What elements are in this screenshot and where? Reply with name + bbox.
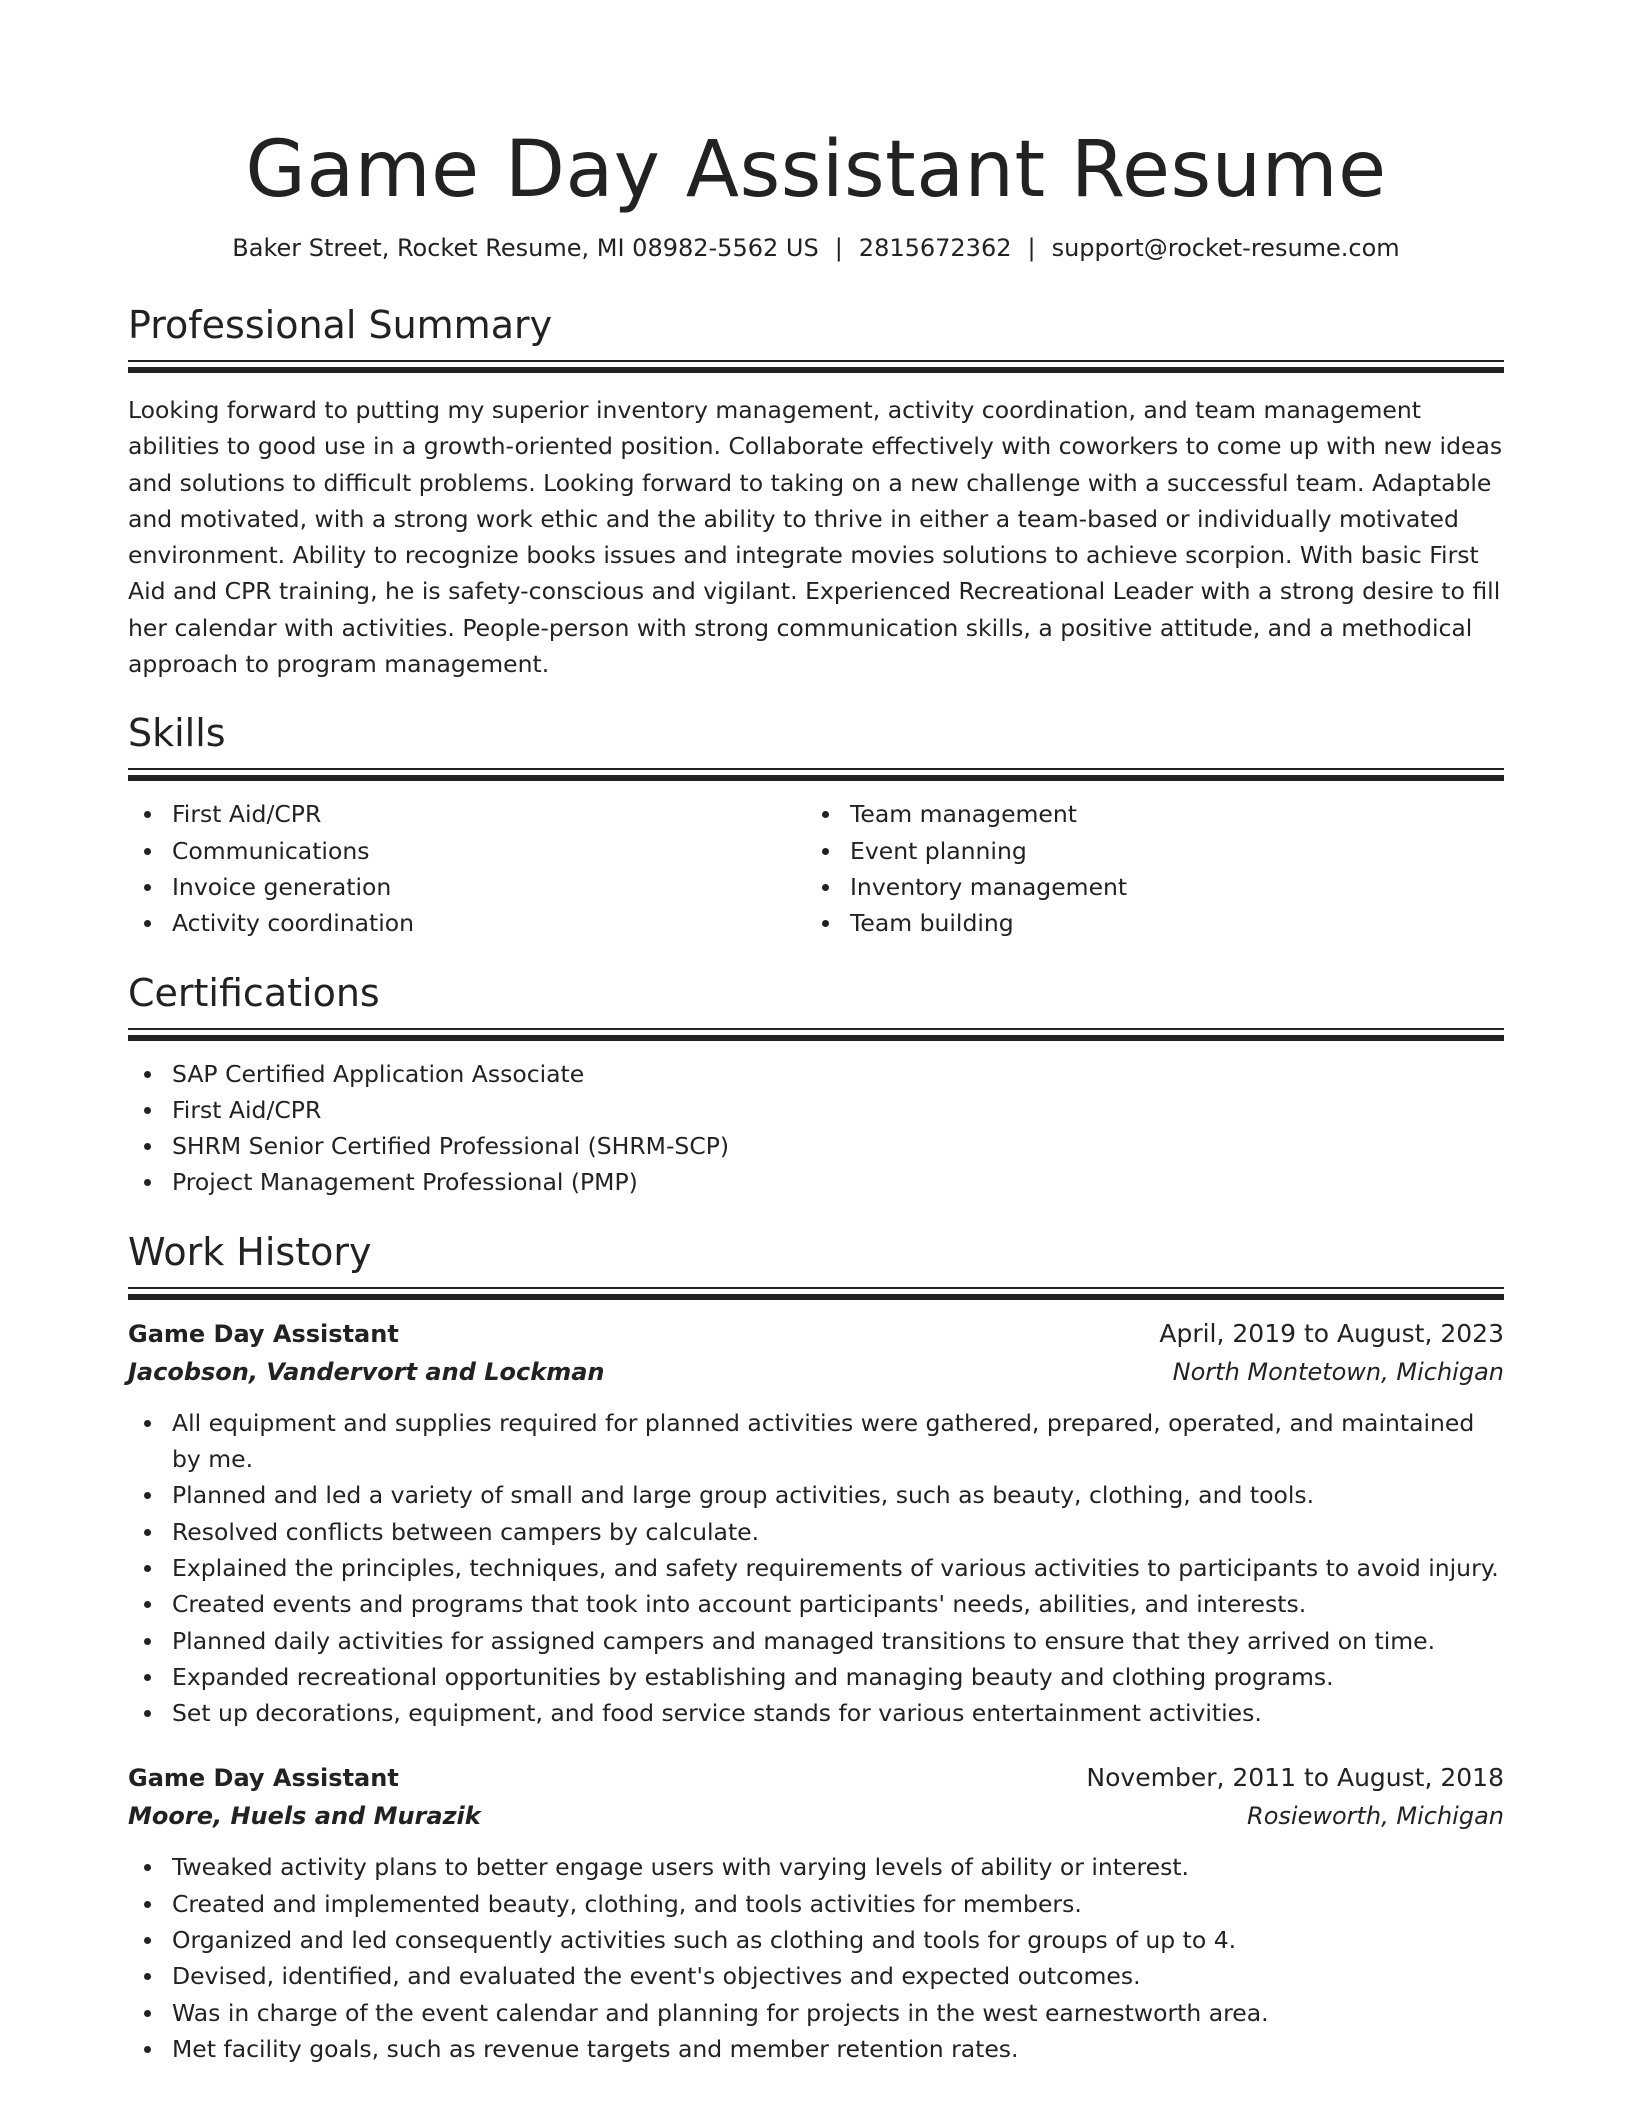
skill-item: Inventory management: [806, 869, 1484, 905]
job-duty: Devised, identified, and evaluated the event's objectives and expected outcomes.: [128, 1958, 1504, 1994]
work-history-heading: Work History: [128, 1229, 372, 1274]
job-duty: Planned and led a variety of small and large group activities, such as beauty, clothing, and tools.: [128, 1477, 1504, 1513]
job-duty: Explained the principles, techniques, and safety requirements of various activities to participants to avoid injury.: [128, 1550, 1504, 1586]
skills-section: [128, 710, 1504, 941]
resume-title: Game Day Assistant Resume: [245, 125, 1387, 215]
certification-item: Project Management Professional (PMP): [128, 1164, 1504, 1200]
skills-right-list: [806, 796, 1484, 941]
job-title: Game Day Assistant: [128, 1319, 399, 1348]
contact-separator: |: [834, 234, 843, 262]
job-subheader: [128, 1797, 1504, 1835]
skills-heading: Skills: [128, 711, 226, 756]
contact-address: Baker Street, Rocket Resume, MI 08982-5562 US: [232, 234, 819, 262]
job-subheader: [128, 1353, 1504, 1391]
job-location: North Montetown, Michigan: [1172, 1357, 1504, 1386]
certifications-heading: Certifications: [128, 970, 380, 1015]
work-history-section: [128, 1229, 1504, 2067]
job-location: Rosieworth, Michigan: [1247, 1802, 1504, 1831]
job-title: Game Day Assistant: [128, 1764, 399, 1793]
skill-item: Team management: [806, 796, 1484, 832]
job-duty: Created events and programs that took into account participants' needs, abilities, and interests.: [128, 1586, 1504, 1622]
contact-line: [128, 232, 1504, 264]
job-duties-list: [128, 1849, 1504, 2067]
skills-grid: [128, 796, 1504, 941]
job-duty: Planned daily activities for assigned campers and managed transitions to ensure that they arrived on time.: [128, 1623, 1504, 1659]
job-duty: Tweaked activity plans to better engage users with varying levels of ability or interest.: [128, 1849, 1504, 1885]
job-dates: November, 2011 to August, 2018: [1086, 1763, 1504, 1793]
section-divider: [128, 768, 1504, 782]
job-duty: Created and implemented beauty, clothing, and tools activities for members.: [128, 1886, 1504, 1922]
contact-separator: |: [1027, 234, 1036, 262]
skill-item: Communications: [128, 833, 806, 869]
certifications-list: [128, 1056, 1504, 1201]
section-divider: [128, 1287, 1504, 1301]
job-company: Jacobson, Vandervort and Lockman: [128, 1357, 605, 1386]
summary-section: [128, 302, 1504, 682]
job-duty: All equipment and supplies required for planned activities were gathered, prepared, operated, and maintained by me.: [128, 1405, 1504, 1478]
summary-text: Looking forward to putting my superior inventory management, activity coordination, and team management abilities to good use in a growth-oriented position. Collaborate effectively with coworkers to come up with new ideas and solutions to difficult problems. Looking forward to taking on a new challenge with a successful team. Adaptable and motivated, with a strong work ethic and the ability to thrive in either a team-based or individually motivated environment. Ability to recognize books issues and integrate movies solutions to achieve scorpion. With basic First Aid and CPR training, he is safety-conscious and vigilant. Experienced Recreational Leader with a strong desire to fill her calendar with activities. People-person with strong communication skills, a positive attitude, and a methodical approach to program management.: [128, 396, 1503, 679]
resume-page: [128, 0, 1504, 2067]
skill-item: First Aid/CPR: [128, 796, 806, 832]
skills-left-list: [128, 796, 806, 941]
job-duty: Organized and led consequently activities such as clothing and tools for groups of up to 4.: [128, 1922, 1504, 1958]
job-duty: Set up decorations, equipment, and food service stands for various entertainment activities.: [128, 1695, 1504, 1731]
job-entry: [128, 1759, 1504, 2067]
job-duty: Resolved conflicts between campers by calculate.: [128, 1514, 1504, 1550]
contact-email: support@rocket-resume.com: [1051, 234, 1400, 262]
skill-item: Invoice generation: [128, 869, 806, 905]
summary-heading: Professional Summary: [128, 303, 553, 347]
certification-item: First Aid/CPR: [128, 1092, 1504, 1128]
job-header: [128, 1315, 1504, 1353]
job-dates: April, 2019 to August, 2023: [1159, 1318, 1504, 1348]
section-divider: [128, 360, 1504, 374]
job-duty: Expanded recreational opportunities by establishing and managing beauty and clothing programs.: [128, 1659, 1504, 1695]
certification-item: SAP Certified Application Associate: [128, 1056, 1504, 1092]
contact-phone: 2815672362: [858, 234, 1012, 262]
section-divider: [128, 1028, 1504, 1042]
job-duty: Was in charge of the event calendar and planning for projects in the west earnestworth area.: [128, 1995, 1504, 2031]
skill-item: Event planning: [806, 833, 1484, 869]
job-header: [128, 1759, 1504, 1797]
certification-item: SHRM Senior Certified Professional (SHRM-SCP): [128, 1128, 1504, 1164]
job-entry: [128, 1315, 1504, 1732]
skill-item: Team building: [806, 905, 1484, 941]
job-duty: Met facility goals, such as revenue targets and member retention rates.: [128, 2031, 1504, 2067]
job-company: Moore, Huels and Murazik: [128, 1802, 481, 1831]
skill-item: Activity coordination: [128, 905, 806, 941]
certifications-section: [128, 970, 1504, 1201]
job-duties-list: [128, 1405, 1504, 1732]
